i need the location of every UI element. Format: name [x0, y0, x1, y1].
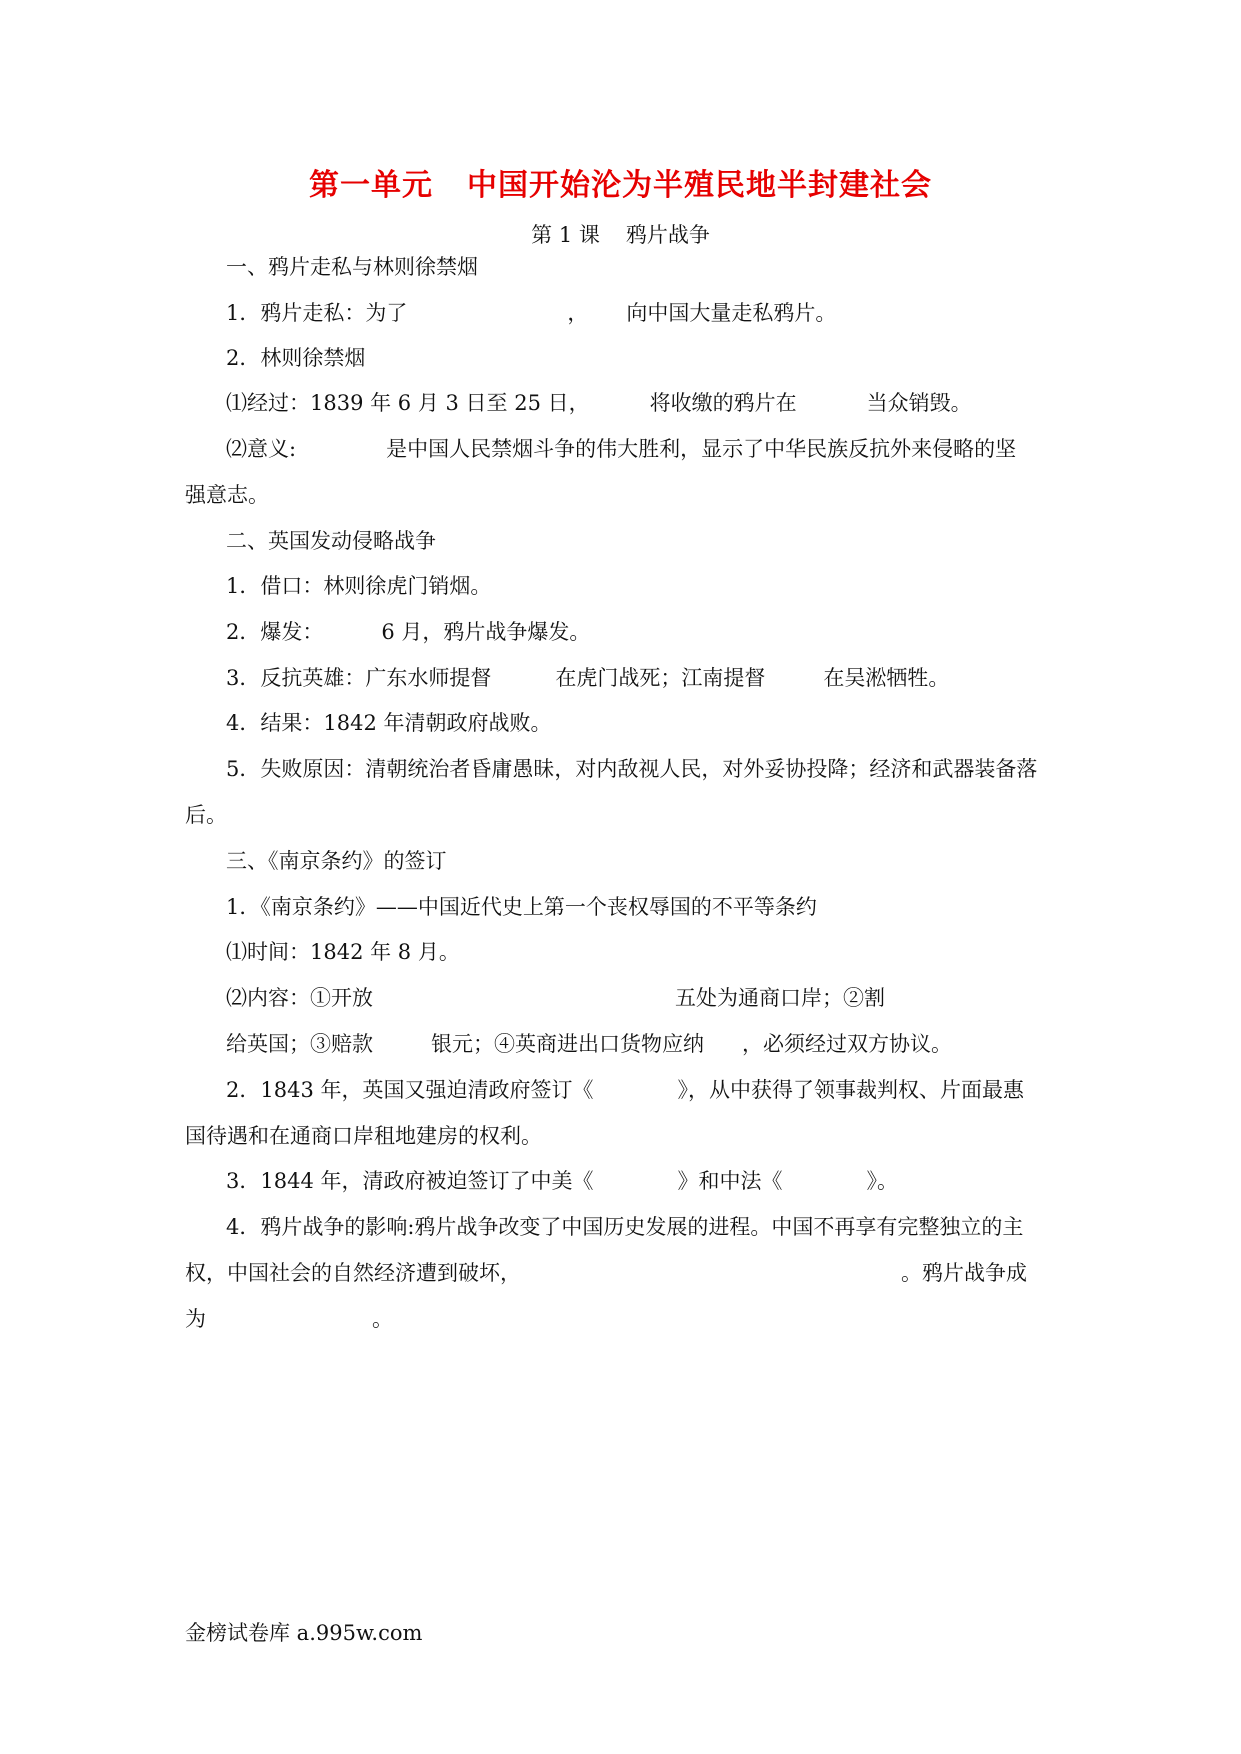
- lesson-title: [0, 219, 1241, 249]
- s1-item-1: [226, 298, 836, 328]
- section-3-heading: 三、《南京条约》的签订: [226, 849, 447, 873]
- text: 银元；④英商进出口货物应纳: [431, 1032, 704, 1056]
- s1-item-2-1: [226, 388, 972, 418]
- unit-title-part1: 第一单元: [309, 168, 433, 203]
- section-1-heading: 一、鸦片走私与林则徐禁烟: [226, 255, 478, 279]
- footer-source: 金榜试卷库 a.995w.com: [185, 1621, 423, 1645]
- text: ，: [567, 301, 589, 325]
- s2-item-1: 1．借口：林则徐虎门销烟。: [226, 574, 492, 598]
- text: 在吴淞牺牲。: [823, 666, 950, 690]
- text: 。: [372, 1307, 393, 1331]
- text: ⑴经过：1839 年 6 月 3 日至 25 日，: [226, 391, 590, 415]
- text: ，必须经过双方协议。: [742, 1032, 952, 1056]
- s3-item-1-1: ⑴时间：1842 年 8 月。: [226, 940, 460, 964]
- text: 1．鸦片走私：为了: [226, 301, 408, 325]
- section-2-heading: 二、英国发动侵略战争: [226, 529, 436, 553]
- text: 权，中国社会的自然经济遭到破坏，: [185, 1261, 521, 1285]
- text: 3．反抗英雄：广东水师提督: [226, 666, 492, 690]
- lesson-name: 鸦片战争: [625, 223, 710, 247]
- s3-item-4: 4．鸦片战争的影响:鸦片战争改变了中国历史发展的进程。中国不再享有完整独立的主: [226, 1215, 1024, 1239]
- text: 。鸦片战争成: [901, 1261, 1027, 1285]
- s3-item-1-2-cont: [226, 1029, 952, 1059]
- text: 五处为通商口岸；②割: [675, 986, 885, 1010]
- text: ⑵意义:: [226, 437, 297, 461]
- s3-item-3: [226, 1166, 898, 1196]
- text: 在虎门战死；江南提督: [555, 666, 766, 690]
- text: 2．爆发：: [226, 620, 324, 644]
- text: 向中国大量走私鸦片。: [626, 301, 837, 325]
- text: 是中国人民禁烟斗争的伟大胜利，显示了中华民族反抗外来侵略的坚: [386, 437, 1017, 461]
- unit-title: [0, 160, 1241, 204]
- s1-item-2: 2．林则徐禁烟: [226, 346, 366, 370]
- text: 》，从中获得了领事裁判权、片面最惠: [677, 1078, 1024, 1102]
- text: 》和中法《: [677, 1169, 783, 1193]
- s2-item-3: [226, 663, 949, 693]
- text: 给英国；③赔款: [226, 1032, 373, 1056]
- text: 当众销毁。: [866, 391, 972, 415]
- s3-item-4-cont2: [185, 1304, 393, 1334]
- s3-item-4-cont: [185, 1258, 1027, 1288]
- s3-item-1-2: [226, 983, 885, 1013]
- s3-item-2: [226, 1075, 1024, 1105]
- s2-item-5-cont: 后。: [185, 803, 227, 827]
- text: 6 月，鸦片战争爆发。: [381, 620, 591, 644]
- text: 将收缴的鸦片在: [649, 391, 797, 415]
- text: ⑵内容：①开放: [226, 986, 373, 1010]
- s2-item-4: 4．结果：1842 年清朝政府战败。: [226, 711, 552, 735]
- s1-item-2-2: [226, 434, 1016, 464]
- text: 》。: [866, 1169, 898, 1193]
- s1-item-2-2-cont: 强意志。: [185, 483, 269, 507]
- text: 为: [185, 1307, 206, 1331]
- s3-item-2-cont: 国待遇和在通商口岸租地建房的权利。: [185, 1124, 542, 1148]
- text: 2．1843 年，英国又强迫清政府签订《: [226, 1078, 594, 1102]
- s3-item-1: 1．《南京条约》——中国近代史上第一个丧权辱国的不平等条约: [226, 895, 817, 919]
- s2-item-2: [226, 617, 590, 647]
- unit-title-part2: 中国开始沦为半殖民地半封建社会: [467, 168, 932, 203]
- lesson-number: 第 1 课: [531, 223, 600, 247]
- text: 3．1844 年，清政府被迫签订了中美《: [226, 1169, 594, 1193]
- s2-item-5: 5．失败原因：清朝统治者昏庸愚昧，对内敌视人民，对外妥协投降；经济和武器装备落: [226, 757, 1038, 781]
